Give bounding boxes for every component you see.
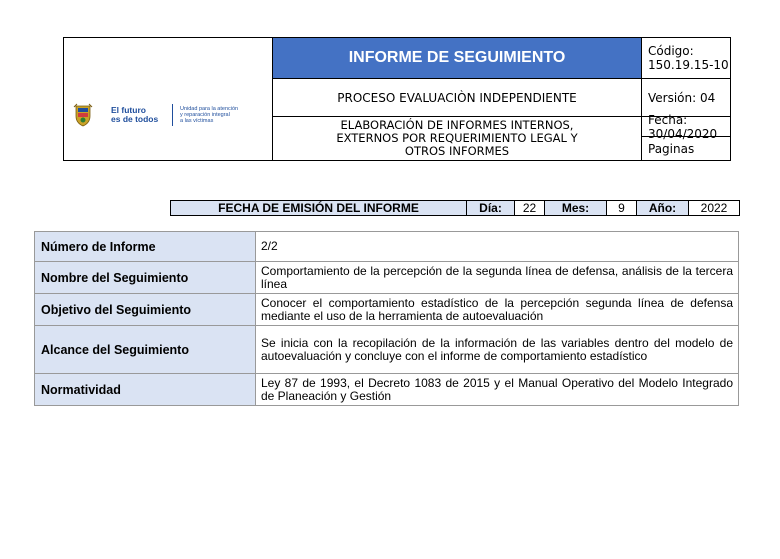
- logo-sub-text: Unidad para la atención y reparación integral a las víctimas: [180, 106, 239, 124]
- logo-divider: [172, 104, 173, 126]
- table-row: [35, 326, 739, 374]
- elaboration-text: ELABORACIÓN DE INFORMES INTERNOS, EXTERNOS POR REQUERIMIENTO LEGAL Y OTROS INFORMES: [336, 118, 578, 158]
- table-row: [35, 232, 739, 262]
- emission-label: FECHA DE EMISIÓN DEL INFORME: [171, 201, 467, 215]
- row-value: Comportamiento de la percepción de la segunda línea de defensa, análisis de la tercera línea: [256, 262, 739, 294]
- row-label: Número de Informe: [35, 232, 256, 262]
- document-date: Fecha: 30/04/2020: [642, 117, 730, 137]
- table-row: [35, 294, 739, 326]
- document-version: Versión: 04: [642, 79, 730, 117]
- logo-cell: [64, 38, 273, 160]
- emission-date-bar: [170, 200, 740, 216]
- row-label: Objetivo del Seguimiento: [35, 294, 256, 326]
- table-row: [35, 262, 739, 294]
- row-value: 2/2: [256, 232, 739, 262]
- row-value: Ley 87 de 1993, el Decreto 1083 de 2015 y el Manual Operativo del Modelo Integrado de Planeación y Gestión: [256, 374, 739, 406]
- row-value: Se inicia con la recopilación de la información de las variables dentro del modelo de autoevaluación y concluye con el informe de comportamiento estadístico: [256, 326, 739, 374]
- year-label: Año:: [637, 201, 689, 215]
- year-value: 2022: [700, 201, 728, 215]
- day-value: 22: [515, 201, 545, 215]
- institution-logo: [73, 101, 268, 131]
- month-label: Mes:: [545, 201, 607, 215]
- header-right: [642, 38, 730, 160]
- logo-main-text: El futuro es de todos: [111, 105, 159, 124]
- report-title: INFORME DE SEGUIMIENTO: [273, 38, 641, 79]
- document-pages: Paginas: [648, 141, 695, 156]
- header-middle: [273, 38, 642, 160]
- day-label: Día:: [467, 201, 515, 215]
- row-label: Alcance del Seguimiento: [35, 326, 256, 374]
- month-value: 9: [607, 201, 637, 215]
- report-info-table: [34, 231, 739, 406]
- coat-of-arms-icon: [73, 103, 93, 127]
- row-value: Conocer el comportamiento estadístico de la percepción segunda línea de defensa mediante el uso de la herramienta de autoevaluación: [256, 294, 739, 326]
- row-label: Normatividad: [35, 374, 256, 406]
- process-name: PROCESO EVALUACIÒN INDEPENDIENTE: [273, 79, 641, 117]
- table-row: [35, 374, 739, 406]
- document-code: Código: 150.19.15-10: [642, 38, 730, 79]
- row-label: Nombre del Seguimiento: [35, 262, 256, 294]
- document-header: [63, 37, 731, 161]
